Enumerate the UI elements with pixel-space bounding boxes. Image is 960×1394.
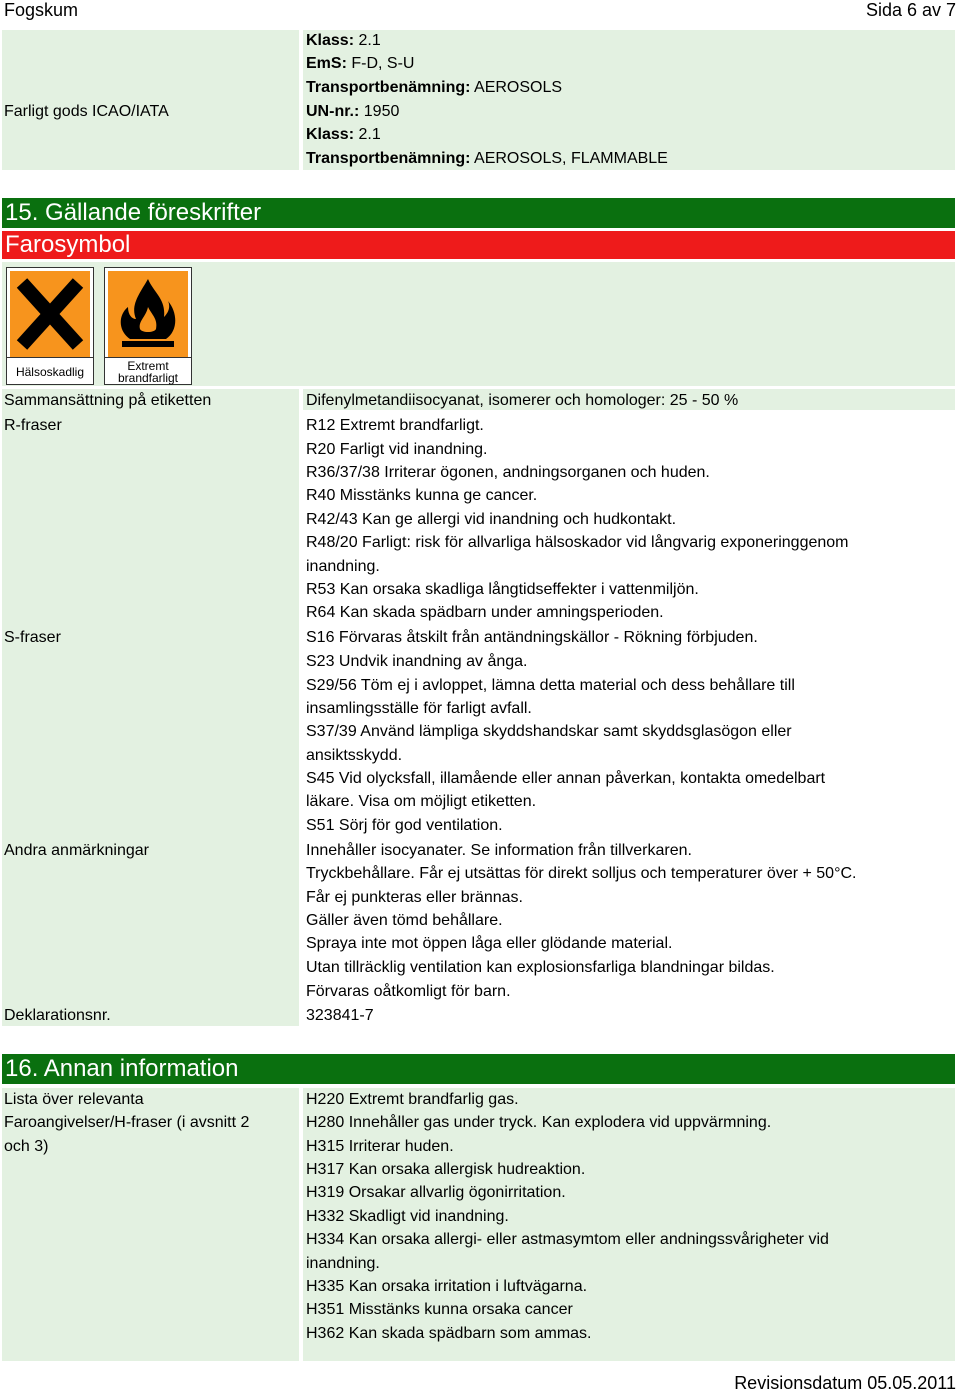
h-phrase: H335 Kan orsaka irritation i luftvägarna. bbox=[306, 1278, 588, 1295]
r-phrase: R36/37/38 Irriterar ögonen, andningsorganen och huden. bbox=[306, 464, 710, 481]
remark-line: Förvaras oåtkomligt för barn. bbox=[306, 983, 511, 1000]
h-phrase: H317 Kan orsaka allergisk hudreaktion. bbox=[306, 1161, 586, 1178]
flame-icon bbox=[108, 271, 188, 357]
r-phrase: R48/20 Farligt: risk för allvarliga hälsoskador vid långvarig exponeringgenom bbox=[306, 534, 849, 551]
h-phrase: inandning. bbox=[306, 1255, 380, 1272]
r-phrase: R42/43 Kan ge allergi vid inandning och hudkontakt. bbox=[306, 511, 677, 528]
declaration-number-value: 323841-7 bbox=[306, 1007, 374, 1024]
h-phrase: H319 Orsakar allvarlig ögonirritation. bbox=[306, 1184, 566, 1201]
h-phrase: H334 Kan orsaka allergi- eller astmasymtom eller andningssvårigheter vid bbox=[306, 1231, 829, 1248]
pictogram-divider bbox=[7, 357, 93, 358]
pictogram-flammable bbox=[104, 267, 192, 385]
harmful-x-icon bbox=[10, 271, 90, 357]
icao-label: Farligt gods ICAO/IATA bbox=[4, 103, 169, 120]
transport-line: Transportbenämning: AEROSOLS bbox=[306, 79, 563, 96]
section-15-label-bg bbox=[2, 389, 299, 1026]
transport-line: Transportbenämning: AEROSOLS, FLAMMABLE bbox=[306, 150, 668, 167]
h-phrase: H362 Kan skada spädbarn som ammas. bbox=[306, 1325, 592, 1342]
h-phrase: H351 Misstänks kunna orsaka cancer bbox=[306, 1301, 573, 1318]
s-phrase: läkare. Visa om möjligt etiketten. bbox=[306, 793, 537, 810]
section-16-title: 16. Annan information bbox=[2, 1054, 955, 1084]
r-phrase: R12 Extremt brandfarligt. bbox=[306, 417, 484, 434]
transport-line: Klass: 2.1 bbox=[306, 32, 381, 49]
r-phrase: R40 Misstänks kunna ge cancer. bbox=[306, 487, 538, 504]
pictogram-caption: Extremt brandfarligt bbox=[117, 359, 179, 385]
s-phrases-label: S-fraser bbox=[4, 629, 61, 646]
composition-value: Difenylmetandiisocyanat, isomerer och homologer: 25 - 50 % bbox=[306, 392, 739, 409]
r-phrase: R64 Kan skada spädbarn under amningsperioden. bbox=[306, 604, 664, 621]
s-phrase: insamlingsställe för farligt avfall. bbox=[306, 700, 532, 717]
transport-line: Klass: 2.1 bbox=[306, 126, 381, 143]
page-number: Sida 6 av 7 bbox=[865, 0, 956, 20]
s-phrase: S45 Vid olycksfall, illamående eller annan påverkan, kontakta omedelbart bbox=[306, 770, 826, 787]
h-phrase: H332 Skadligt vid inandning. bbox=[306, 1208, 509, 1225]
transport-line: UN-nr.: 1950 bbox=[306, 103, 400, 120]
composition-label: Sammansättning på etiketten bbox=[4, 392, 212, 409]
r-phrase: R20 Farligt vid inandning. bbox=[306, 441, 488, 458]
h-phrase: H220 Extremt brandfarlig gas. bbox=[306, 1091, 519, 1108]
r-phrases-label: R-fraser bbox=[4, 417, 62, 434]
r-phrase: R53 Kan orsaka skadliga långtidseffekter i vattenmiljön. bbox=[306, 581, 699, 598]
remark-line: Innehåller isocyanater. Se information från tillverkaren. bbox=[306, 842, 692, 859]
page-header bbox=[0, 0, 960, 22]
remark-line: Spraya inte mot öppen låga eller glödande material. bbox=[306, 935, 673, 952]
remark-line: Får ej punkteras eller brännas. bbox=[306, 889, 523, 906]
product-name: Fogskum bbox=[4, 0, 79, 20]
transport-line: EmS: F-D, S-U bbox=[306, 55, 415, 72]
declaration-number-label: Deklarationsnr. bbox=[4, 1007, 111, 1024]
s-phrase: S51 Sörj för god ventilation. bbox=[306, 817, 503, 834]
h-phrase: H280 Innehåller gas under tryck. Kan explodera vid uppvärmning. bbox=[306, 1114, 772, 1131]
s-phrase: S23 Undvik inandning av ånga. bbox=[306, 653, 528, 670]
other-remarks-label: Andra anmärkningar bbox=[4, 842, 149, 859]
r-phrase: inandning. bbox=[306, 558, 380, 575]
s-phrase: S16 Förvaras åtskilt från antändningskällor - Rökning förbjuden. bbox=[306, 629, 758, 646]
revision-date: Revisionsdatum 05.05.2011 bbox=[734, 1373, 956, 1393]
remark-line: Gäller även tömd behållare. bbox=[306, 912, 503, 929]
pictogram-divider bbox=[105, 357, 191, 358]
hazard-symbol-heading: Farosymbol bbox=[2, 231, 955, 259]
s-phrase: S29/56 Töm ej i avloppet, lämna detta material och dess behållare till bbox=[306, 677, 795, 694]
pictogram-harmful bbox=[6, 267, 94, 385]
h-phrase: H315 Irriterar huden. bbox=[306, 1138, 454, 1155]
remark-line: Utan tillräcklig ventilation kan explosionsfarliga blandningar bildas. bbox=[306, 959, 775, 976]
s-phrase: ansiktsskydd. bbox=[306, 747, 403, 764]
pictogram-caption: Hälsoskadlig bbox=[15, 365, 85, 379]
section-15-title: 15. Gällande föreskrifter bbox=[2, 198, 955, 228]
s-phrase: S37/39 Använd lämpliga skyddshandskar samt skyddsglasögon eller bbox=[306, 723, 792, 740]
remark-line: Tryckbehållare. Får ej utsättas för direkt solljus och temperaturer över + 50°C. bbox=[306, 865, 857, 882]
